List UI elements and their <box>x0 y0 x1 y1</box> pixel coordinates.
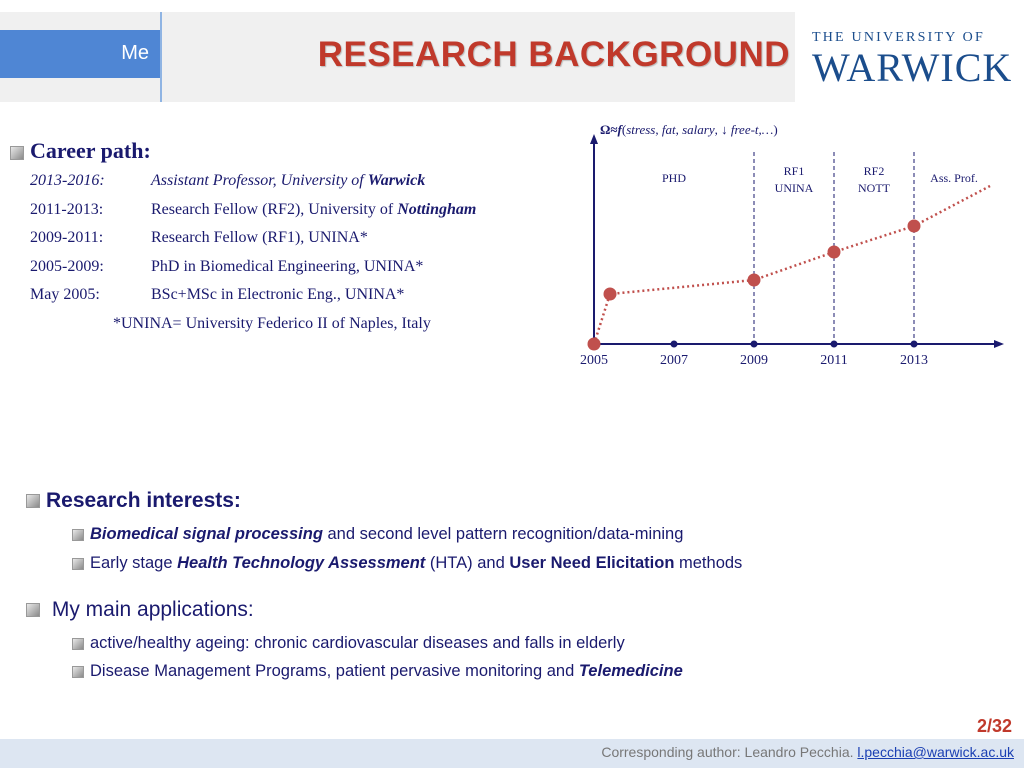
career-years: 2009-2011: <box>30 229 104 246</box>
x-tick-label: 2011 <box>820 353 848 368</box>
interest-bold: User Need Elicitation <box>509 554 675 572</box>
interest-item <box>72 554 742 573</box>
chart-title-var2: fat <box>661 122 676 137</box>
footer-author: Corresponding author: Leandro Pecchia. <box>601 744 858 760</box>
logo-main-text: WARWICK <box>812 45 1013 90</box>
chart-title-omega: Ω≈ <box>600 122 618 137</box>
slide-title: RESEARCH BACKGROUND <box>317 35 790 74</box>
career-role: Research Fellow (RF1), UNINA* <box>151 229 368 246</box>
career-years: May 2005: <box>30 286 100 303</box>
chart-title-arrow: ↓ <box>721 122 731 137</box>
career-years: 2005-2009: <box>30 258 104 275</box>
logo-top-text: THE UNIVERSITY OF <box>812 30 985 45</box>
application-item <box>72 634 625 653</box>
unina-note: *UNINA= University Federico II of Naples, Italy <box>113 315 431 332</box>
footer <box>0 739 1024 768</box>
interest-bold: Health Technology Assessment <box>177 554 426 572</box>
x-tick-dot <box>751 341 758 348</box>
application-text: active/healthy ageing: chronic cardiovascular diseases and falls in elderly <box>90 634 625 652</box>
data-point <box>908 220 921 233</box>
chart-title-close: ) <box>773 122 778 137</box>
page-number: 2/32 <box>976 716 1012 736</box>
chart-title <box>600 122 778 137</box>
interest-text: methods <box>674 554 743 572</box>
square-bullet-icon <box>26 494 40 508</box>
career-years: 2011-2013: <box>30 201 104 218</box>
application-bold: Telemedicine <box>578 662 683 680</box>
career-role: PhD in Biomedical Engineering, UNINA* <box>151 258 424 275</box>
footer-email-link[interactable]: l.pecchia@warwick.ac.uk <box>857 744 1014 760</box>
phase-label: NOTT <box>858 181 890 195</box>
chart-title-open: ( <box>621 122 627 137</box>
career-row <box>30 172 425 190</box>
x-tick-dot <box>671 341 678 348</box>
square-bullet-icon <box>72 529 84 541</box>
interest-text: (HTA) and <box>425 554 510 572</box>
career-role: Research Fellow (RF2), University of <box>151 201 398 218</box>
career-heading <box>10 138 151 164</box>
x-tick-label: 2005 <box>580 353 608 368</box>
data-point <box>748 274 761 287</box>
header-divider <box>160 12 162 102</box>
phase-label: Ass. Prof. <box>930 171 978 185</box>
interests-heading-text: Research interests: <box>46 489 241 512</box>
chart-title-sep: , <box>655 122 662 137</box>
phase-label: RF2 <box>863 164 885 178</box>
phase-label: RF1 <box>783 164 805 178</box>
square-bullet-icon <box>72 666 84 678</box>
career-trend-line <box>594 186 990 344</box>
career-chart <box>570 118 1010 378</box>
data-point <box>588 338 601 351</box>
me-tab-label: Me <box>121 42 149 64</box>
warwick-logo <box>812 30 1012 96</box>
phase-label: PHD <box>661 171 687 185</box>
career-row <box>30 229 368 247</box>
career-heading-text: Career path: <box>30 138 151 163</box>
application-text: Disease Management Programs, patient pervasive monitoring and <box>90 662 579 680</box>
career-role: BSc+MSc in Electronic Eng., UNINA* <box>151 286 405 303</box>
interest-text: Early stage <box>90 554 178 572</box>
career-years: 2013-2016: <box>30 172 105 189</box>
chart-title-var3: salary <box>682 122 715 137</box>
career-place: Warwick <box>367 172 426 189</box>
chart-title-sep: , <box>675 122 683 137</box>
square-bullet-icon <box>72 558 84 570</box>
x-tick-label: 2013 <box>900 353 928 368</box>
career-row <box>30 286 404 304</box>
interest-text: and second level pattern recognition/data-mining <box>322 525 684 543</box>
chart-title-var4: free-t,… <box>730 122 774 137</box>
y-axis-arrow-icon <box>590 134 598 144</box>
interest-item <box>72 525 683 544</box>
x-axis-arrow-icon <box>994 340 1004 348</box>
career-role: Assistant Professor, University of <box>151 172 368 189</box>
interest-bold: Biomedical signal processing <box>90 525 323 543</box>
footer-text <box>601 744 1014 760</box>
phase-label: UNINA <box>774 181 814 195</box>
chart-title-var1: stress <box>626 122 656 137</box>
x-tick-dot <box>831 341 838 348</box>
me-tab[interactable] <box>0 30 161 78</box>
chart-title-sep: , <box>714 122 722 137</box>
application-item <box>72 662 683 681</box>
square-bullet-icon <box>72 638 84 650</box>
x-tick-label: 2007 <box>660 353 688 368</box>
square-bullet-icon <box>26 603 40 617</box>
x-tick-label: 2009 <box>740 353 768 368</box>
career-row <box>30 258 423 276</box>
data-point <box>828 246 841 259</box>
applications-heading-text: My main applications: <box>51 598 254 621</box>
chart-title-f: f <box>617 122 622 137</box>
applications-heading <box>26 598 254 622</box>
career-place: Nottingham <box>397 201 477 218</box>
career-row <box>30 201 476 219</box>
x-tick-dot <box>911 341 918 348</box>
data-point <box>604 288 617 301</box>
square-bullet-icon <box>10 146 24 160</box>
interests-heading <box>26 489 241 513</box>
